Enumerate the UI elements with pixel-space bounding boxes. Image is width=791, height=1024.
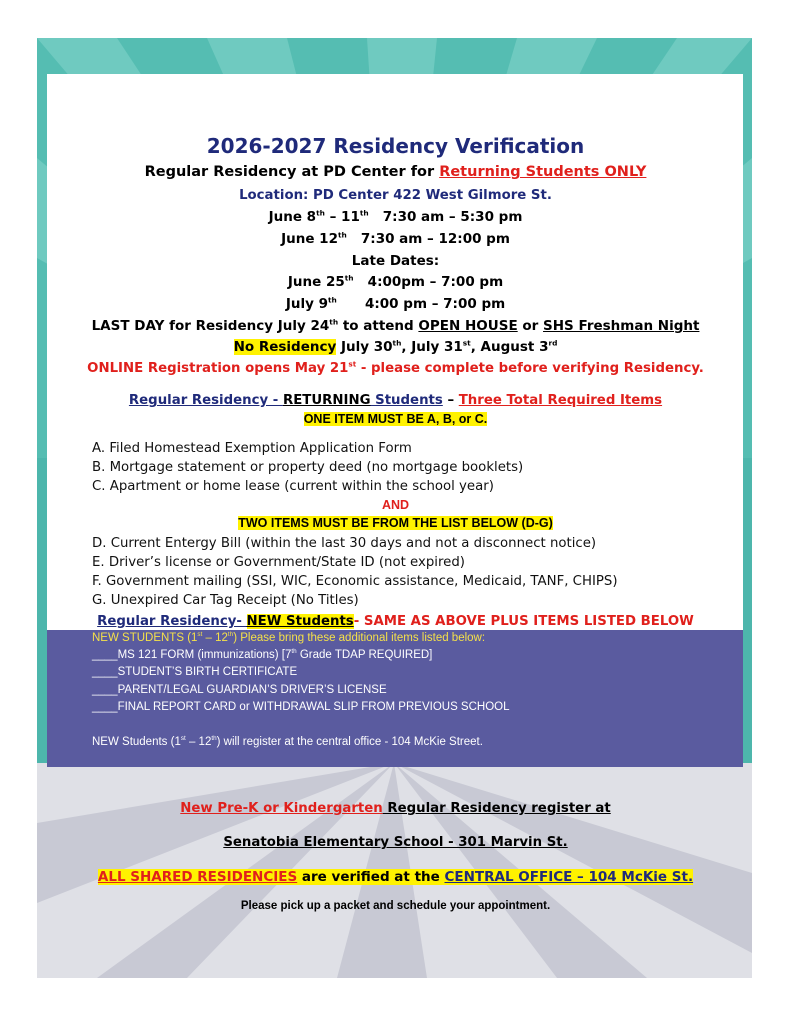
new-students-footer: NEW Students (1st – 12th) will register at the central office - 104 McKie Street. [92,735,483,748]
new-students-heading: Regular Residency- NEW Students- SAME AS ABOVE PLUS ITEMS LISTED BELOW [97,614,694,629]
shared-residencies-line: ALL SHARED RESIDENCIES are verified at the CENTRAL OFFICE – 104 McKie St. [97,869,694,885]
two-items-notice: TWO ITEMS MUST BE FROM THE LIST BELOW (D-G) [238,516,553,530]
and-label: AND [381,498,410,512]
checklist-item: ____FINAL REPORT CARD or WITHDRAWAL SLIP FROM PREVIOUS SCHOOL [92,701,510,713]
list-item: G. Unexpired Car Tag Receipt (No Titles) [92,593,359,608]
no-residency-line: No Residency July 30th, July 31st, August 3rd [233,338,558,355]
senatobia-line: Senatobia Elementary School - 301 Marvin St. [223,835,568,850]
list-item: F. Government mailing (SSI, WIC, Economic assistance, Medicaid, TANF, CHIPS) [92,574,618,589]
list-item: A. Filed Homestead Exemption Application Form [92,441,412,456]
list-item: D. Current Entergy Bill (within the last 30 days and not a disconnect notice) [92,536,597,551]
new-students-intro: NEW STUDENTS (1st – 12th) Please bring these additional items listed below: [92,631,486,644]
online-registration-line: ONLINE Registration opens May 21st - please complete before verifying Residency. [87,359,704,376]
list-item: E. Driver’s license or Government/State ID (not expired) [92,555,465,570]
date-row-1: June 8th – 11th 7:30 am – 5:30 pm [268,208,523,225]
late-dates-label: Late Dates: [351,253,440,269]
last-day-line: LAST DAY for Residency July 24th to attend OPEN HOUSE or SHS Freshman Night [91,317,700,334]
subtitle: Regular Residency at PD Center for Returning Students ONLY [144,164,647,180]
late-date-row-2: July 9th 4:00 pm – 7:00 pm [285,295,506,312]
one-item-notice: ONE ITEM MUST BE A, B, or C. [303,412,488,426]
checklist-item: ____MS 121 FORM (immunizations) [7th Grade TDAP REQUIRED] [92,648,433,661]
checklist-item: ____PARENT/LEGAL GUARDIAN’S DRIVER’S LICENSE [92,684,387,696]
returning-heading: Regular Residency - RETURNING Students – Three Total Required Items [128,393,663,408]
prek-line: New Pre-K or Kindergarten Regular Residency register at [180,801,611,816]
late-date-row-1: June 25th 4:00pm – 7:00 pm [287,273,504,290]
list-item: C. Apartment or home lease (current within the school year) [92,479,494,494]
list-item: B. Mortgage statement or property deed (no mortgage booklets) [92,460,524,475]
location: Location: PD Center 422 West Gilmore St. [239,188,552,203]
pickup-note: Please pick up a packet and schedule your appointment. [240,900,551,912]
page-title: 2026-2027 Residency Verification [206,134,585,158]
checklist-item: ____STUDENT’S BIRTH CERTIFICATE [92,666,298,678]
date-row-2: June 12th 7:30 am – 12:00 pm [281,230,510,247]
